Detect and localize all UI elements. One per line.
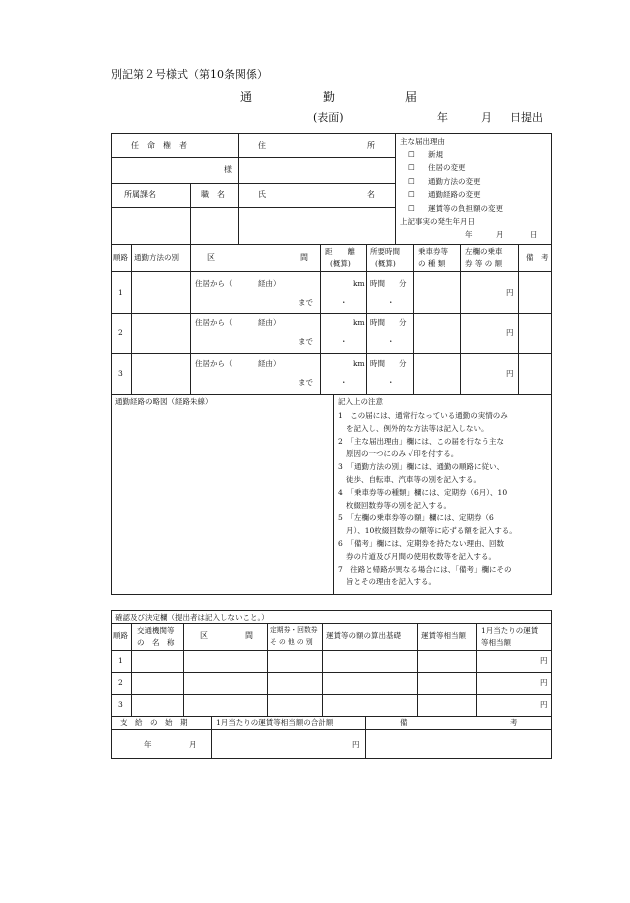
checkbox-icon[interactable]: ☐ [408,163,415,172]
checkbox-icon[interactable]: ☐ [408,150,415,159]
yen-unit: 円 [540,678,548,687]
distance-dot: ・ [340,298,348,307]
name-label: 氏 [258,190,266,199]
route-to: まで [298,298,313,307]
confirm-header-basis: 運賃等の額の算出基礎 [326,631,401,640]
confirm-header-monthly: 1月当たりの運賃 [481,626,539,635]
route-header-distance-approx: (概算) [330,259,351,268]
note-line: 旨とその理由を記入する。 [346,577,436,587]
time-minutes: 分 [399,279,407,288]
route-via: 経由） [258,279,281,288]
yen-unit: 円 [540,656,548,665]
time-hours: 時間 [370,279,385,288]
distance-dot: ・ [340,378,348,387]
time-hours: 時間 [370,318,385,327]
final-remarks-label-end: 考 [510,718,518,727]
row-number: 2 [118,678,123,687]
note-line: 1 この届には、通常行なっている通勤の実情のみ [338,411,508,420]
monthly-total-label: 1月当たりの運賃等相当額の合計額 [216,718,334,727]
route-via: 経由） [258,318,281,327]
row-number: 2 [118,328,123,337]
occurred-month: 月 [496,230,504,239]
occurred-year: 年 [465,230,473,239]
title-char-3: 届 [405,90,418,104]
note-line: 7 往路と帰路が異なる場合には、「備考」欄にその [338,564,512,574]
row-number: 1 [118,288,123,297]
note-line: 枚綴回数券等の別を記入する。 [346,500,451,510]
date-year: 年 [437,111,448,124]
confirm-header-no: 順路 [113,631,128,640]
route-header-time-approx: (概算) [375,259,396,268]
confirm-header-ticket: 定期券・回数券 [270,626,318,634]
checkbox-icon[interactable]: ☐ [408,190,415,199]
note-line: を記入し、例外的な方法等は記入しない。 [346,423,489,433]
time-minutes: 分 [399,359,407,368]
route-from: 住居から（ [195,318,233,327]
confirm-header-section-end: 間 [245,631,253,640]
total-yen: 円 [352,740,360,749]
confirm-header-org-2: の 名 称 [137,638,175,647]
confirm-header-section: 区 [200,631,208,640]
route-header-distance: 距 離 [325,247,355,256]
route-to: まで [298,337,313,346]
row-number: 1 [118,656,123,665]
distance-dot: ・ [340,337,348,346]
route-via: 経由） [258,359,281,368]
title-char-2: 勤 [323,90,336,104]
note-line: 4 「乗車券等の種類」欄には、定期券（6月）、10 [338,487,508,497]
confirm-header-monthly-2: 等相当額 [481,638,511,647]
job-label: 職 名 [201,190,225,199]
reason-label: 通勤経路の変更 [428,190,481,199]
form-number: 別記第２号様式（第10条関係） [111,68,268,81]
note-line: 6 「備考」欄には、定期券を持たない理由、回数 [338,538,505,548]
route-header-ticket: 乗車券等 [418,247,448,256]
note-line: 券の片道及び月間の使用枚数等を記入する。 [346,551,496,561]
time-dot: ・ [387,337,395,346]
distance-unit: km [353,318,365,327]
time-dot: ・ [387,298,395,307]
yen-unit: 円 [506,369,514,378]
route-map-label: 通勤経路の略図（経路朱線） [115,397,213,406]
route-header-remarks: 備 考 [526,253,549,262]
date-month: 月 [481,111,492,124]
route-header-no: 順路 [113,253,128,262]
confirm-title: 確認及び決定欄（提出者は記入しないこと。） [115,613,269,622]
start-month: 月 [189,740,197,749]
title-char-1: 通 [240,90,253,104]
note-line: 5 「左欄の乗車券等の額」欄には、定期券（6 [338,513,494,523]
occurred-day: 日 [530,230,538,239]
reason-label: 新規 [428,150,443,159]
note-line: 月）、10枚綴回数券の額等に応ずる額を記入する。 [346,526,517,536]
yen-unit: 円 [540,700,548,709]
reason-label: 通勤方法の変更 [428,177,481,186]
confirm-header-ticket-2: そ の 他 の 別 [270,638,313,646]
confirm-header-equiv: 運賃等相当額 [421,631,466,640]
route-from: 住居から（ [195,359,233,368]
note-line: 原因の一つにのみ ✓印を付する。 [346,449,459,459]
note-line: 3 「通勤方法の別」欄には、通勤の順路に従い、 [338,462,505,472]
time-dot: ・ [387,378,395,387]
route-header-amount-2: 券 等 の 額 [465,259,503,268]
notes-title: 記入上の注意 [338,397,383,406]
start-year: 年 [144,740,152,749]
route-header-ticket-type: の 種 類 [418,259,446,268]
note-line: 2 「主な届出理由」欄には、この届を行なう主な [338,436,505,446]
address-label-end: 所 [367,141,375,150]
time-hours: 時間 [370,359,385,368]
route-header-section-end: 間 [300,253,308,262]
checkbox-icon[interactable]: ☐ [408,204,415,213]
name-label-end: 名 [367,190,375,199]
row-number: 3 [118,369,123,378]
confirm-header-org: 交通機関等 [137,626,175,635]
route-header-time: 所要時間 [370,247,400,256]
dept-label: 所属課名 [124,190,156,199]
distance-unit: km [353,279,365,288]
reason-label: 住居の変更 [428,163,466,172]
reasons-title: 主な届出理由 [400,137,445,146]
distance-unit: km [353,359,365,368]
notes-list [338,410,550,589]
yen-unit: 円 [506,288,514,297]
occurred-date-label: 上記事実の発生年月日 [400,217,475,226]
route-header-method: 通勤方法の別 [134,253,179,262]
note-line: 徒歩、自転車、汽車等の別を記入する。 [346,474,481,484]
face-label: (表面) [313,111,344,124]
route-to: まで [298,378,313,387]
route-header-section: 区 [207,253,215,262]
time-minutes: 分 [399,318,407,327]
reason-label: 運賃等の負担額の変更 [428,204,503,213]
route-map-area[interactable] [113,410,331,592]
row-number: 3 [118,700,123,709]
checkbox-icon[interactable]: ☐ [408,177,415,186]
route-header-amount: 左欄の乗車 [465,247,503,256]
appointer-label: 任 命 権 者 [131,141,187,150]
payment-start-label: 支 給 の 始 期 [120,718,188,727]
final-remarks-label: 備 [400,718,408,727]
address-label: 住 [258,141,266,150]
route-from: 住居から（ [195,279,233,288]
date-submitted: 日提出 [510,111,543,124]
yen-unit: 円 [506,328,514,337]
sama-label: 様 [224,165,232,174]
